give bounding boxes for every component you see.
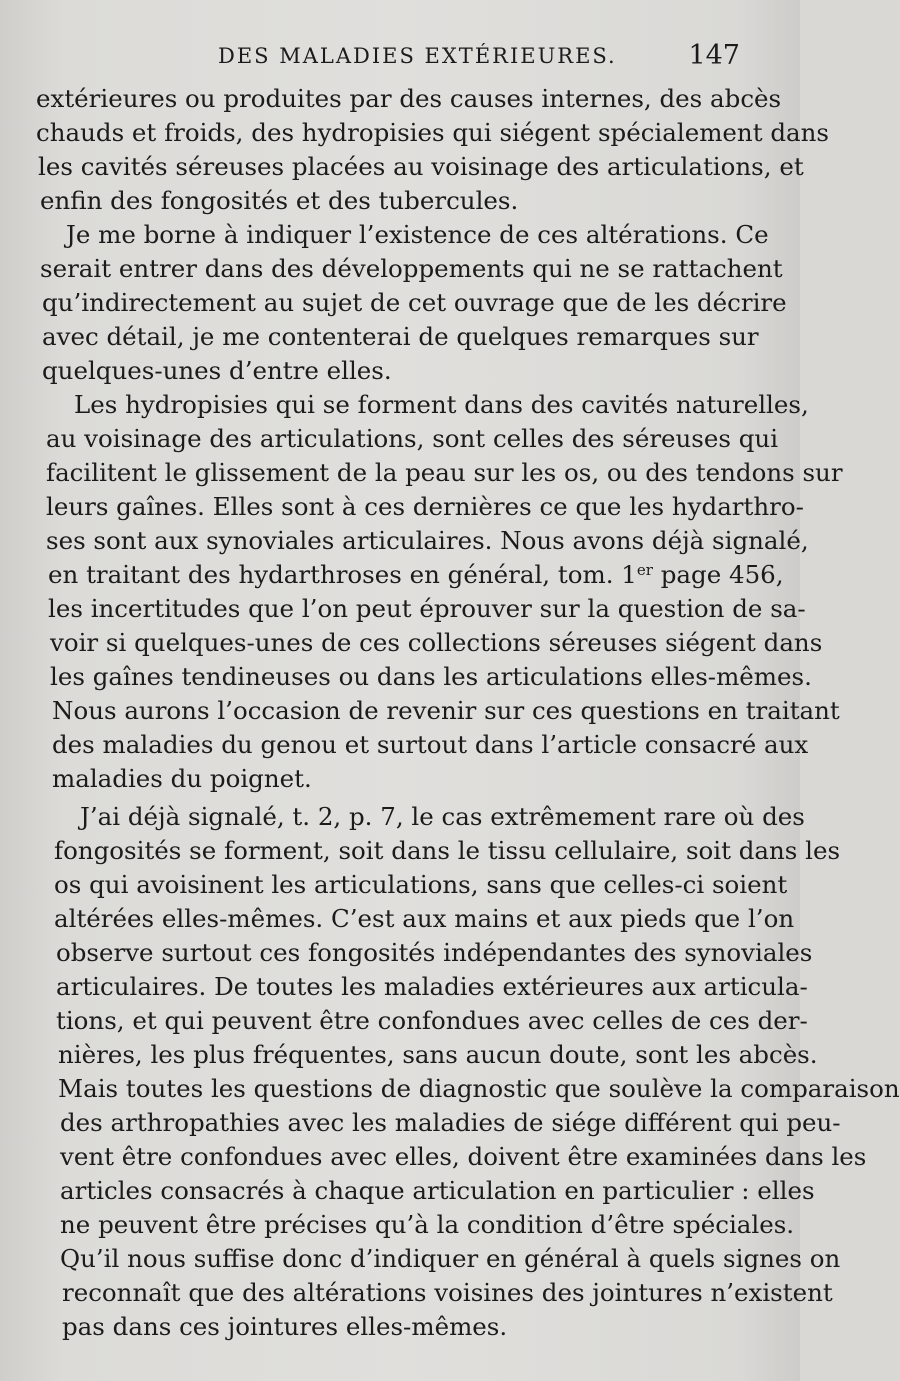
text-line: reconnaît que des altérations voisines des jointures n’existent [62,1278,833,1307]
text-line: les cavités séreuses placées au voisinage des articulations, et [38,152,804,181]
text-line: ne peuvent être précises qu’à la condition d’être spéciales. [60,1210,795,1239]
ordinal-superscript: er [636,561,653,579]
text-line: articulaires. De toutes les maladies extérieures aux articula- [56,972,808,1001]
text-line: ses sont aux synoviales articulaires. Nous avons déjà signalé, [46,526,809,555]
text-line: J’ai déjà signalé, t. 2, p. 7, le cas extrêmement rare où des [80,802,805,831]
page-number: 147 [688,40,740,71]
text-line: des maladies du genou et surtout dans l’article consacré aux [52,730,809,759]
running-head: DES MALADIES EXTÉRIEURES. [218,44,617,68]
text-line: voir si quelques-unes de ces collections séreuses siégent dans [50,628,823,657]
text-line: Les hydropisies qui se forment dans des cavités naturelles, [74,390,809,419]
volume-number: 1 [621,560,637,589]
text-line: articles consacrés à chaque articulation en particulier : elles [60,1176,815,1205]
text-line: pas dans ces jointures elles-mêmes. [62,1312,508,1341]
text-line: Nous aurons l’occasion de revenir sur ces questions en traitant [52,696,840,725]
text-line: Je me borne à indiquer l’existence de ces altérations. Ce [66,220,769,249]
text-line: Mais toutes les questions de diagnostic que soulève la comparaison [58,1074,900,1103]
page-reference: page 456, [660,560,784,589]
text-line: maladies du poignet. [52,764,312,793]
text-line: tions, et qui peuvent être confondues avec celles de ces der- [56,1006,808,1035]
text-line [48,558,784,592]
text-line: avec détail, je me contenterai de quelques remarques sur [42,322,759,351]
text-line: quelques-unes d’entre elles. [42,356,392,385]
line-text: en traitant des hydarthroses en général, tom. [48,560,614,589]
text-line: serait entrer dans des développements qui ne se rattachent [40,254,783,283]
text-line: les gaînes tendineuses ou dans les articulations elles-mêmes. [50,662,812,691]
text-line: Qu’il nous suffise donc d’indiquer en général à quels signes on [60,1244,841,1273]
text-line: extérieures ou produites par des causes internes, des abcès [36,84,782,113]
text-line: des arthropathies avec les maladies de siége différent qui peu- [60,1108,841,1137]
text-line: vent être confondues avec elles, doivent être examinées dans les [60,1142,867,1171]
text-line: facilitent le glissement de la peau sur les os, ou des tendons sur [46,458,843,487]
text-line: altérées elles-mêmes. C’est aux mains et aux pieds que l’on [54,904,795,933]
text-line: os qui avoisinent les articulations, sans que celles-ci soient [54,870,788,899]
text-line: au voisinage des articulations, sont celles des séreuses qui [46,424,779,453]
text-line: chauds et froids, des hydropisies qui siégent spécialement dans [36,118,829,147]
text-line: leurs gaînes. Elles sont à ces dernières ce que les hydarthro- [46,492,804,521]
text-line: qu’indirectement au sujet de cet ouvrage que de les décrire [42,288,787,317]
text-line: enfin des fongosités et des tubercules. [40,186,519,215]
text-line: observe surtout ces fongosités indépendantes des synoviales [56,938,813,967]
text-line: les incertitudes que l’on peut éprouver sur la question de sa- [48,594,806,623]
text-line: fongosités se forment, soit dans le tissu cellulaire, soit dans les [54,836,841,865]
page-header [0,40,800,74]
text-line: nières, les plus fréquentes, sans aucun doute, sont les abcès. [58,1040,818,1069]
